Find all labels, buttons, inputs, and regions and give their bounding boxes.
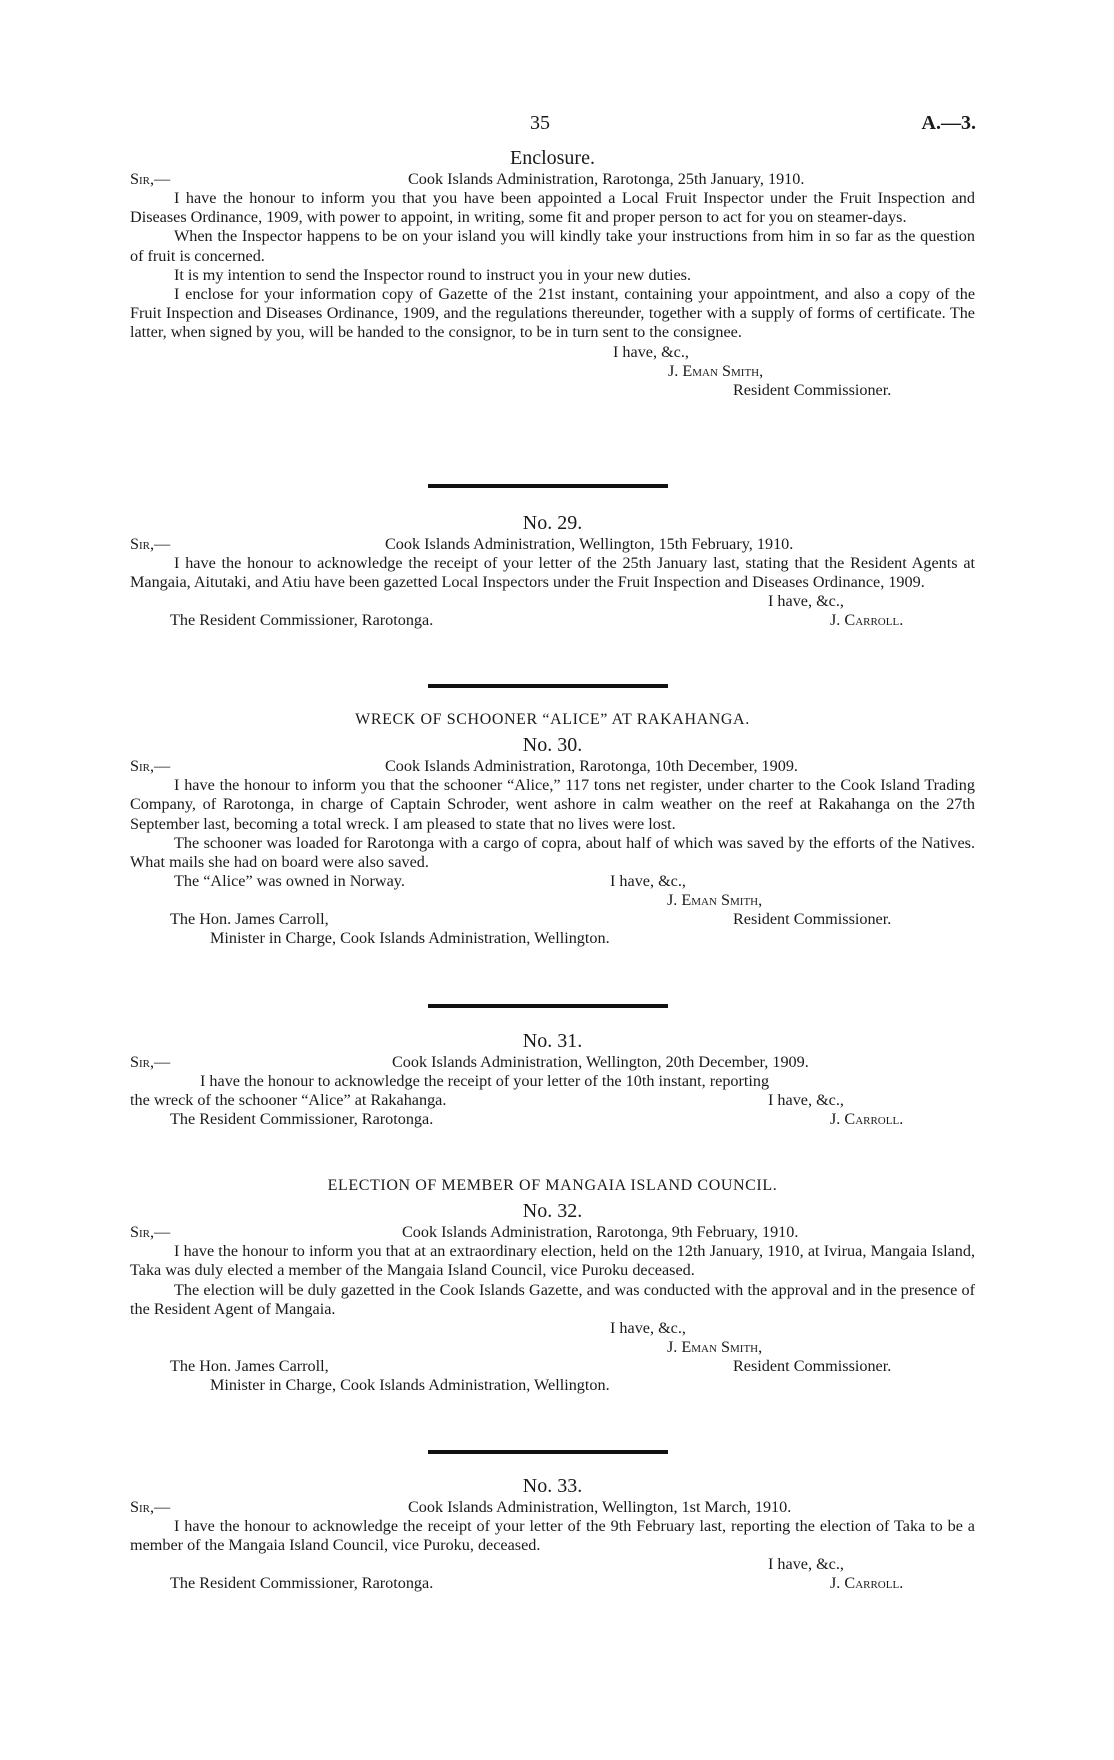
paragraph: It is my intention to send the Inspector round to instruct you in your new duties. bbox=[174, 265, 692, 284]
closing: I have, &c., bbox=[613, 342, 689, 361]
section-divider bbox=[428, 1450, 668, 1454]
letter-no-30 bbox=[130, 710, 975, 948]
signature: J. Carroll. bbox=[830, 611, 904, 630]
signature-title: Resident Commissioner. bbox=[733, 380, 892, 399]
addressee-line-2: Minister in Charge, Cook Islands Administration, Wellington. bbox=[210, 1376, 610, 1395]
dateline: Cook Islands Administration, Rarotonga, 25th January, 1910. bbox=[408, 170, 805, 188]
closing: I have, &c., bbox=[768, 1555, 844, 1574]
salutation: Sir,— bbox=[130, 1498, 171, 1516]
closing: I have, &c., bbox=[610, 872, 686, 891]
dateline: Cook Islands Administration, Wellington, 15th February, 1910. bbox=[385, 535, 794, 553]
enclosure-title: Enclosure. bbox=[510, 147, 595, 169]
salutation: Sir,— bbox=[130, 1053, 171, 1071]
paragraph: I have the honour to acknowledge the receipt of your letter of the 9th February last, reporting the election of Taka to be a member of the Mangaia Island Council, vice Puroku, deceased. bbox=[130, 1517, 975, 1555]
section-divider bbox=[428, 484, 668, 488]
paragraph: I have the honour to inform you that the schooner “Alice,” 117 tons net register, under charter to the Cook Island Trading Company, of Rarotonga, in charge of Captain Schroder, went ashore in calm weather on the reef at Rakahanga on the 27th September last, becoming a total wreck. I am pleased to state that no lives were lost. bbox=[130, 776, 975, 833]
addressee-line-2: Minister in Charge, Cook Islands Administration, Wellington. bbox=[210, 929, 610, 948]
dateline: Cook Islands Administration, Wellington, 20th December, 1909. bbox=[392, 1053, 809, 1071]
enclosure-letter bbox=[130, 146, 975, 400]
letter-no-29 bbox=[130, 511, 975, 630]
section-title: WRECK OF SCHOONER “ALICE” AT RAKAHANGA. bbox=[355, 711, 750, 728]
signature-title: Resident Commissioner. bbox=[733, 910, 892, 929]
closing: I have, &c., bbox=[768, 592, 844, 611]
letter-number: No. 30. bbox=[522, 734, 583, 757]
closing: I have, &c., bbox=[768, 1091, 844, 1109]
section-title: ELECTION OF MEMBER OF MANGAIA ISLAND COUNCIL. bbox=[327, 1177, 778, 1194]
section-divider bbox=[428, 1004, 668, 1008]
paragraph-line-2: the wreck of the schooner “Alice” at Rakahanga. bbox=[130, 1091, 447, 1109]
salutation: Sir,— bbox=[130, 170, 171, 188]
last-line: The “Alice” was owned in Norway. bbox=[174, 872, 405, 891]
paragraph: The election will be duly gazetted in the Cook Islands Gazette, and was conducted with the approval and in the presence of the Resident Agent of Mangaia. bbox=[130, 1280, 975, 1318]
salutation: Sir,— bbox=[130, 1223, 171, 1242]
salutation: Sir,— bbox=[130, 535, 171, 553]
addressee: The Resident Commissioner, Rarotonga. bbox=[170, 1574, 434, 1593]
addressee: The Hon. James Carroll, bbox=[170, 910, 329, 929]
signature: J. Carroll. bbox=[830, 1110, 904, 1128]
letter-no-32 bbox=[130, 1176, 975, 1395]
signature: J. Eman Smith, bbox=[667, 1338, 763, 1357]
letter-no-33 bbox=[130, 1474, 975, 1593]
paragraph: When the Inspector happens to be on your island you will kindly take your instructions from him in so far as the question of fruit is concerned. bbox=[130, 227, 975, 265]
dateline: Cook Islands Administration, Wellington, 1st March, 1910. bbox=[408, 1498, 792, 1516]
letter-no-31 bbox=[130, 1029, 975, 1129]
signature: J. Carroll. bbox=[830, 1574, 904, 1593]
parliamentary-paper-ref: A.—3. bbox=[921, 112, 976, 134]
salutation: Sir,— bbox=[130, 757, 171, 776]
addressee: The Hon. James Carroll, bbox=[170, 1357, 329, 1376]
paragraph: I have the honour to inform you that you have been appointed a Local Fruit Inspector under the Fruit Inspection and Diseases Ordinance, 1909, with power to appoint, in writing, some fit and proper person to act for you on steamer-days. bbox=[130, 189, 975, 227]
paragraph: I enclose for your information copy of Gazette of the 21st instant, containing your appointment, and also a copy of the Fruit Inspection and Diseases Ordinance, 1909, and the regulations thereunder, together with a supply of forms of certificate. The latter, when signed by you, will be handed to the consignor, to be in turn sent to the consignee. bbox=[130, 285, 975, 342]
signature-title: Resident Commissioner. bbox=[733, 1357, 892, 1376]
page-number: 35 bbox=[530, 112, 550, 134]
closing: I have, &c., bbox=[610, 1319, 686, 1338]
dateline: Cook Islands Administration, Rarotonga, 10th December, 1909. bbox=[385, 757, 798, 776]
letter-number: No. 31. bbox=[522, 1030, 583, 1052]
letter-number: No. 29. bbox=[522, 512, 583, 534]
paragraph: I have the honour to acknowledge the receipt of your letter of the 25th January last, stating that the Resident Agents at Mangaia, Aitutaki, and Atiu have been gazetted Local Inspectors under the Fruit Inspection and Diseases Ordinance, 1909. bbox=[130, 554, 975, 592]
dateline: Cook Islands Administration, Rarotonga, 9th February, 1910. bbox=[402, 1223, 799, 1242]
signature: J. Eman Smith, bbox=[668, 361, 764, 380]
letter-number: No. 33. bbox=[522, 1475, 583, 1497]
paragraph: The schooner was loaded for Rarotonga with a cargo of copra, about half of which was saved by the efforts of the Natives. What mails she had on board were also saved. bbox=[130, 833, 975, 872]
addressee: The Resident Commissioner, Rarotonga. bbox=[170, 1110, 434, 1128]
section-divider bbox=[428, 684, 668, 688]
paragraph: I have the honour to inform you that at an extraordinary election, held on the 12th January, 1910, at Ivirua, Mangaia Island, Taka was duly elected a member of the Mangaia Island Council, vice Puroku deceased. bbox=[130, 1242, 975, 1280]
paragraph-line-1: I have the honour to acknowledge the receipt of your letter of the 10th instant, reporting bbox=[200, 1072, 770, 1090]
addressee: The Resident Commissioner, Rarotonga. bbox=[170, 611, 434, 630]
letter-number: No. 32. bbox=[522, 1200, 583, 1223]
signature: J. Eman Smith, bbox=[667, 891, 763, 910]
